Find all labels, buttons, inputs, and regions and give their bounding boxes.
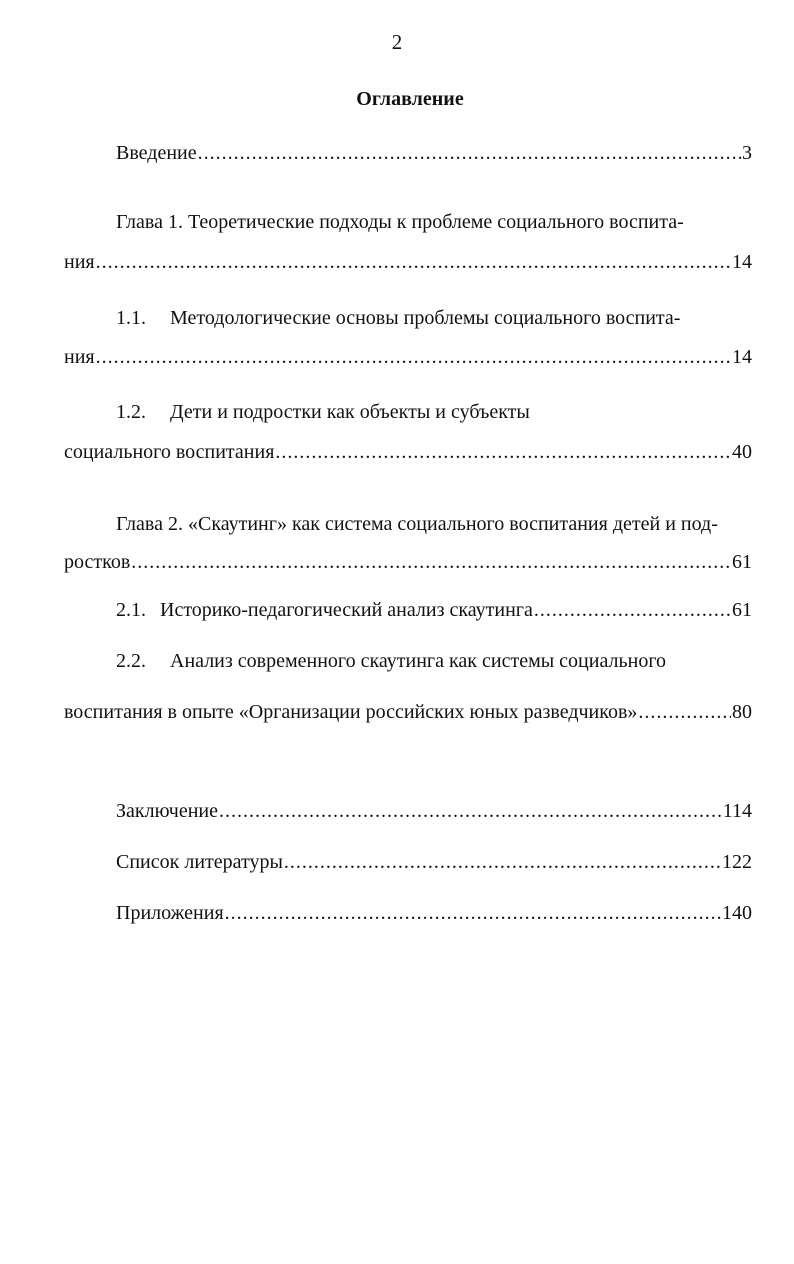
leader-dots [198, 141, 741, 165]
toc-chapter-1[interactable] [64, 250, 752, 274]
leader-dots [638, 700, 731, 724]
toc-entry-title-cont: ния [64, 251, 95, 273]
toc-entry-page: 40 [732, 441, 752, 463]
toc-entry-page: 122 [722, 851, 752, 873]
toc-entry-page: 3 [742, 142, 752, 164]
toc-entry-title: Введение [116, 142, 197, 164]
toc-entry-page: 14 [732, 251, 752, 273]
toc-chapter-2[interactable] [64, 550, 752, 574]
toc-entry-page: 80 [732, 701, 752, 723]
toc-section-2-1[interactable] [116, 598, 752, 622]
toc-section-1-2[interactable] [64, 440, 752, 464]
section-number: 2.2. [116, 650, 146, 672]
leader-dots [275, 440, 731, 464]
toc-entry-title: Историко-педагогический анализ скаутинга [160, 599, 533, 621]
leader-dots [219, 799, 722, 823]
toc-chapter-2-line1[interactable]: Глава 2. «Скаутинг» как система социального воспитания детей и под- [116, 513, 718, 535]
toc-section-1-1[interactable] [64, 345, 752, 369]
toc-entry-references[interactable] [116, 850, 752, 874]
toc-entry-conclusion[interactable] [116, 799, 752, 823]
toc-entry-title-cont: воспитания в опыте «Организации российских юных разведчиков» [64, 701, 638, 723]
toc-section-2-2-line1[interactable] [116, 649, 666, 673]
section-number: 1.1. [116, 307, 146, 329]
leader-dots [225, 901, 721, 925]
toc-title: Оглавление [356, 88, 464, 110]
toc-entry-title: Список литературы [116, 851, 283, 873]
toc-entry-page: 140 [722, 902, 752, 924]
toc-section-1-1-line1[interactable] [116, 306, 680, 330]
page-number: 2 [391, 30, 403, 54]
toc-entry-title-cont: ния [64, 346, 95, 368]
toc-section-2-2[interactable] [64, 700, 752, 724]
toc-entry-title-cont: социального воспитания [64, 441, 275, 463]
section-number: 1.2. [116, 401, 146, 423]
section-number: 2.1. [116, 599, 146, 621]
toc-entry-title: Заключение [116, 800, 218, 822]
toc-entry-page: 114 [722, 800, 752, 822]
leader-dots [534, 598, 731, 622]
leader-dots [96, 345, 731, 369]
toc-entry-appendices[interactable] [116, 901, 752, 925]
leader-dots [131, 550, 731, 574]
toc-entry-intro[interactable] [116, 141, 752, 165]
toc-entry-title: Приложения [116, 902, 224, 924]
toc-section-1-2-line1[interactable] [116, 400, 530, 424]
leader-dots [284, 850, 721, 874]
toc-entry-page: 61 [732, 599, 752, 621]
toc-entry-page: 14 [732, 346, 752, 368]
toc-entry-title-cont: ростков [64, 551, 131, 573]
toc-chapter-1-line1[interactable]: Глава 1. Теоретические подходы к проблеме социального воспита- [116, 211, 684, 233]
section-title: Дети и подростки как объекты и субъекты [170, 401, 530, 423]
section-title: Методологические основы проблемы социального воспита- [170, 307, 681, 329]
toc-entry-page: 61 [732, 551, 752, 573]
section-title: Анализ современного скаутинга как системы социального [170, 650, 667, 672]
leader-dots [96, 250, 731, 274]
